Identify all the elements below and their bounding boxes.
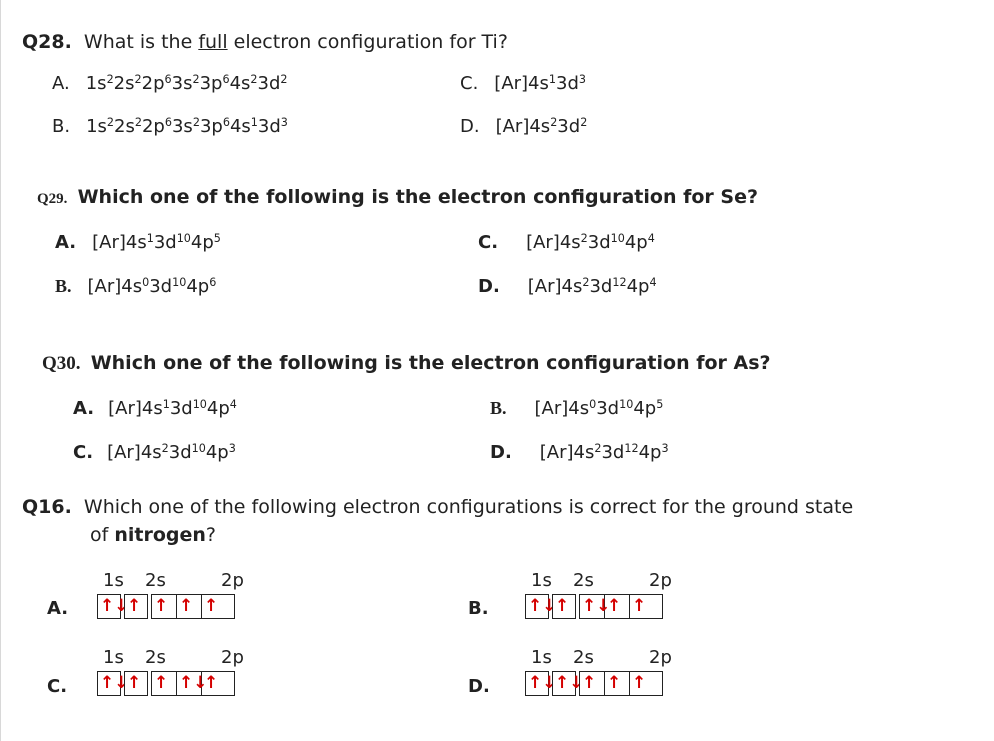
paired-electron-arrows: ↑↓: [582, 596, 611, 616]
option-configuration: $[Ar]4s^23d^{12}4p^4$: [527, 275, 657, 297]
option-q30-d[interactable]: [490, 442, 669, 463]
option-configuration: $1s^22s^22p^63s^23p^64s^13d^3$: [86, 115, 288, 137]
unpaired-electron-arrow: ↑: [582, 673, 597, 693]
question-q16: [22, 496, 853, 518]
option-q30-c[interactable]: [73, 442, 236, 463]
orbital-label-1s: 1s: [103, 647, 124, 668]
question-number: Q30.: [42, 353, 81, 374]
option-letter: D.: [490, 442, 512, 463]
paired-electron-arrows: ↑↓: [528, 596, 557, 616]
orbital-cell-2p: [177, 595, 202, 618]
orbital-box-1s: [97, 594, 129, 619]
orbital-diagram[interactable]: [97, 594, 235, 619]
orbital-box-2p: [579, 594, 663, 619]
question-number: Q29.: [37, 191, 68, 207]
orbital-box-2s: [124, 671, 148, 696]
orbital-diagram[interactable]: [525, 594, 663, 619]
paired-electron-arrows: ↑↓: [100, 596, 129, 616]
option-configuration: $[Ar]4s^23d^2$: [495, 115, 588, 137]
question-emphasis: full: [198, 31, 228, 53]
option-q29-b[interactable]: [55, 276, 216, 297]
orbital-label-2p: 2p: [221, 647, 244, 668]
option-q16-letter[interactable]: A.: [47, 598, 69, 619]
orbital-label-1s: 1s: [531, 570, 552, 591]
option-letter: D.: [478, 276, 500, 297]
question-text-line2: of: [90, 524, 115, 546]
orbital-box-2p: [151, 594, 235, 619]
orbital-label-1s: 1s: [103, 570, 124, 591]
orbital-label-2s: 2s: [145, 647, 166, 668]
option-q30-a[interactable]: [73, 398, 237, 419]
option-configuration: $[Ar]4s^13d^{10}4p^4$: [108, 397, 237, 419]
orbital-box-1s: [525, 594, 557, 619]
unpaired-electron-arrow: ↑: [127, 673, 142, 693]
orbital-box-2s: [552, 594, 576, 619]
option-q29-c[interactable]: [478, 232, 655, 253]
option-letter: C.: [73, 442, 94, 463]
orbital-label-2s: 2s: [145, 570, 166, 591]
orbital-label-2s: 2s: [573, 647, 594, 668]
orbital-cell-2p: [580, 595, 611, 618]
paired-electron-arrows: ↑↓: [555, 673, 584, 693]
question-emphasis: nitrogen: [114, 524, 206, 546]
paired-electron-arrows: ↑↓: [179, 673, 208, 693]
option-q16-letter[interactable]: B.: [468, 598, 489, 619]
unpaired-electron-arrow: ↑: [607, 673, 622, 693]
option-q28-a[interactable]: [52, 73, 288, 94]
option-q30-b[interactable]: [490, 398, 663, 419]
option-configuration: $[Ar]4s^03d^{10}4p^5$: [534, 397, 664, 419]
question-number: Q28.: [22, 31, 72, 53]
orbital-cell-2p: [605, 595, 630, 618]
orbital-diagram[interactable]: [97, 671, 235, 696]
option-q16-letter[interactable]: C.: [47, 676, 68, 697]
question-text-end: electron configuration for Ti?: [227, 31, 508, 53]
orbital-box-2s: [124, 594, 148, 619]
option-q29-d[interactable]: [478, 276, 657, 297]
question-text-line2-end: ?: [205, 524, 217, 546]
question-q30: [42, 352, 771, 375]
option-letter: D.: [460, 116, 480, 137]
orbital-label-2p: 2p: [221, 570, 244, 591]
orbital-box-1s: [525, 671, 557, 696]
orbital-box-1s: [97, 671, 129, 696]
orbital-cell-2p: [630, 672, 662, 695]
orbital-cell-2p: [605, 672, 630, 695]
paired-electron-arrows: ↑↓: [528, 673, 557, 693]
option-configuration: $1s^22s^22p^63s^23p^64s^23d^2$: [85, 72, 288, 94]
option-q28-d[interactable]: [460, 116, 587, 137]
orbital-box-2p: [151, 671, 235, 696]
unpaired-electron-arrow: ↑: [154, 673, 169, 693]
option-letter: A.: [55, 232, 77, 253]
option-q29-a[interactable]: [55, 232, 221, 253]
orbital-diagram[interactable]: [525, 671, 663, 696]
unpaired-electron-arrow: ↑: [555, 596, 570, 616]
option-q16-letter[interactable]: D.: [468, 676, 490, 697]
unpaired-electron-arrow: ↑: [154, 596, 169, 616]
option-letter: C.: [460, 73, 479, 94]
paired-electron-arrows: ↑↓: [100, 673, 129, 693]
option-configuration: $[Ar]4s^23d^{12}4p^3$: [539, 441, 669, 463]
option-letter: B.: [55, 276, 72, 296]
question-text: Which one of the following is the electron configuration for As?: [90, 352, 771, 374]
orbital-box-2p: [579, 671, 663, 696]
unpaired-electron-arrow: ↑: [607, 596, 622, 616]
orbital-label-2p: 2p: [649, 570, 672, 591]
option-configuration: $[Ar]4s^13d^3$: [494, 72, 586, 94]
orbital-cell-2p: [630, 595, 662, 618]
option-letter: C.: [478, 232, 499, 253]
unpaired-electron-arrow: ↑: [632, 673, 647, 693]
option-q28-c[interactable]: [460, 73, 586, 94]
question-number: Q16.: [22, 496, 72, 518]
option-configuration: $[Ar]4s^23d^{10}4p^3$: [107, 441, 236, 463]
orbital-cell-2p: [152, 672, 177, 695]
option-letter: B.: [52, 116, 71, 137]
orbital-label-2p: 2p: [649, 647, 672, 668]
orbital-cell-2p: [152, 595, 177, 618]
option-configuration: $[Ar]4s^23d^{10}4p^4$: [526, 231, 655, 253]
question-q28: [22, 31, 508, 53]
unpaired-electron-arrow: ↑: [179, 596, 194, 616]
orbital-cell-2p: [202, 595, 234, 618]
option-configuration: $[Ar]4s^13d^{10}4p^5$: [92, 231, 221, 253]
orbital-label-1s: 1s: [531, 647, 552, 668]
orbital-box-2s: [552, 671, 584, 696]
unpaired-electron-arrow: ↑: [204, 673, 219, 693]
unpaired-electron-arrow: ↑: [632, 596, 647, 616]
option-letter: A.: [52, 73, 70, 94]
unpaired-electron-arrow: ↑: [127, 596, 142, 616]
option-configuration: $[Ar]4s^03d^{10}4p^6$: [87, 275, 217, 297]
orbital-cell-2p: [580, 672, 605, 695]
unpaired-electron-arrow: ↑: [204, 596, 219, 616]
question-text: Which one of the following is the electron configuration for Se?: [77, 186, 758, 208]
option-letter: B.: [490, 398, 507, 418]
orbital-cell-2p: [202, 672, 234, 695]
page-left-border: [0, 0, 1, 741]
orbital-label-2s: 2s: [573, 570, 594, 591]
question-q29: [37, 186, 758, 208]
orbital-cell-2p: [177, 672, 208, 695]
option-letter: A.: [73, 398, 95, 419]
question-text-line1: Which one of the following electron configurations is correct for the ground state: [83, 496, 854, 518]
question-q16-line2: [90, 524, 216, 546]
option-q28-b[interactable]: [52, 116, 288, 137]
question-text: What is the: [83, 31, 199, 53]
